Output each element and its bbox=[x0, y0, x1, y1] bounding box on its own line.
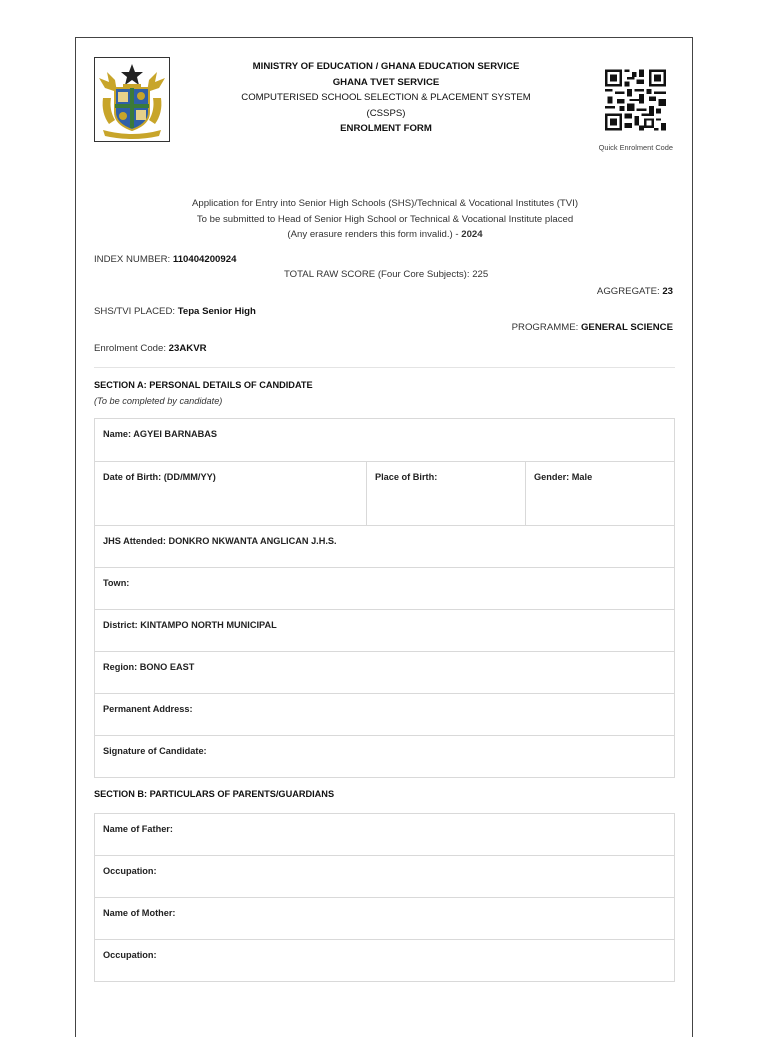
town: Town: bbox=[103, 578, 130, 588]
qr-code-icon bbox=[605, 69, 666, 131]
tvet-service-title: GHANA TVET SERVICE bbox=[332, 76, 440, 88]
gender: Gender: Male bbox=[525, 462, 674, 525]
school-placed-value: Tepa Senior High bbox=[177, 306, 256, 317]
index-number: INDEX NUMBER: 110404200924 bbox=[94, 254, 237, 265]
enrolment-code-value: 23AKVR bbox=[168, 343, 207, 354]
form-instructions bbox=[136, 196, 634, 243]
candidate-name: Name: AGYEI BARNABAS bbox=[103, 429, 218, 439]
table-row bbox=[95, 856, 674, 898]
enrolment-form-page bbox=[75, 37, 693, 1037]
father-occupation: Occupation: bbox=[103, 866, 157, 876]
date-of-birth: Date of Birth: (DD/MM/YY) bbox=[103, 472, 216, 482]
aggregate: AGGREGATE: 23 bbox=[596, 286, 673, 297]
table-row bbox=[95, 898, 674, 940]
section-b-title: SECTION B: PARTICULARS OF PARENTS/GUARDIANS bbox=[94, 789, 335, 799]
district: District: KINTAMPO NORTH MUNICIPAL bbox=[103, 620, 277, 630]
jhs-attended: JHS Attended: DONKRO NKWANTA ANGLICAN J.H.S. bbox=[103, 536, 337, 546]
section-a-title: SECTION A: PERSONAL DETAILS OF CANDIDATE bbox=[94, 380, 313, 390]
admission-year: 2024 bbox=[461, 229, 483, 240]
father-name: Name of Father: bbox=[103, 824, 173, 834]
system-abbreviation: (CSSPS) bbox=[366, 107, 406, 119]
table-row bbox=[95, 652, 674, 694]
instruction-line-2: To be submitted to Head of Senior High School or Technical & Vocational Institute placed bbox=[196, 213, 574, 225]
enrolment-code: Enrolment Code: 23AKVR bbox=[94, 343, 207, 354]
aggregate-value: 23 bbox=[662, 286, 673, 297]
erasure-note: (Any erasure renders this form invalid.) - bbox=[287, 229, 462, 240]
qr-caption: Quick Enrolment Code bbox=[598, 143, 673, 152]
programme: PROGRAMME: GENERAL SCIENCE bbox=[511, 322, 673, 333]
raw-score: TOTAL RAW SCORE (Four Core Subjects): 225 bbox=[284, 269, 489, 280]
table-row bbox=[95, 694, 674, 736]
system-title: COMPUTERISED SCHOOL SELECTION & PLACEMENT SYSTEM bbox=[241, 92, 531, 103]
table-row bbox=[95, 814, 674, 856]
divider bbox=[94, 367, 675, 368]
table-row bbox=[95, 419, 674, 462]
table-row bbox=[95, 462, 674, 526]
table-row bbox=[95, 610, 674, 652]
index-number-value: 110404200924 bbox=[172, 254, 237, 265]
candidate-signature: Signature of Candidate: bbox=[103, 746, 207, 756]
table-row bbox=[95, 736, 674, 777]
mother-occupation: Occupation: bbox=[103, 950, 157, 960]
place-of-birth: Place of Birth: bbox=[366, 462, 525, 525]
table-row bbox=[95, 940, 674, 981]
instruction-line-1: Application for Entry into Senior High Schools (SHS)/Technical & Vocational Institutes (TVI) bbox=[191, 198, 579, 209]
form-title: ENROLMENT FORM bbox=[340, 123, 432, 134]
raw-score-value: 225 bbox=[472, 269, 489, 280]
region: Region: BONO EAST bbox=[103, 662, 195, 672]
parents-guardians-table bbox=[94, 813, 675, 982]
form-header bbox=[216, 59, 556, 137]
instruction-line-3 bbox=[136, 227, 634, 243]
school-placed: SHS/TVI PLACED: Tepa Senior High bbox=[94, 306, 256, 317]
mother-name: Name of Mother: bbox=[103, 908, 176, 918]
table-row bbox=[95, 526, 674, 568]
ministry-title: MINISTRY OF EDUCATION / GHANA EDUCATION SERVICE bbox=[252, 61, 520, 72]
ghana-coat-of-arms-icon bbox=[94, 57, 170, 142]
programme-value: GENERAL SCIENCE bbox=[580, 322, 673, 333]
section-a-subtitle: (To be completed by candidate) bbox=[94, 396, 223, 406]
personal-details-table bbox=[94, 418, 675, 778]
table-row bbox=[95, 568, 674, 610]
permanent-address: Permanent Address: bbox=[103, 704, 193, 714]
